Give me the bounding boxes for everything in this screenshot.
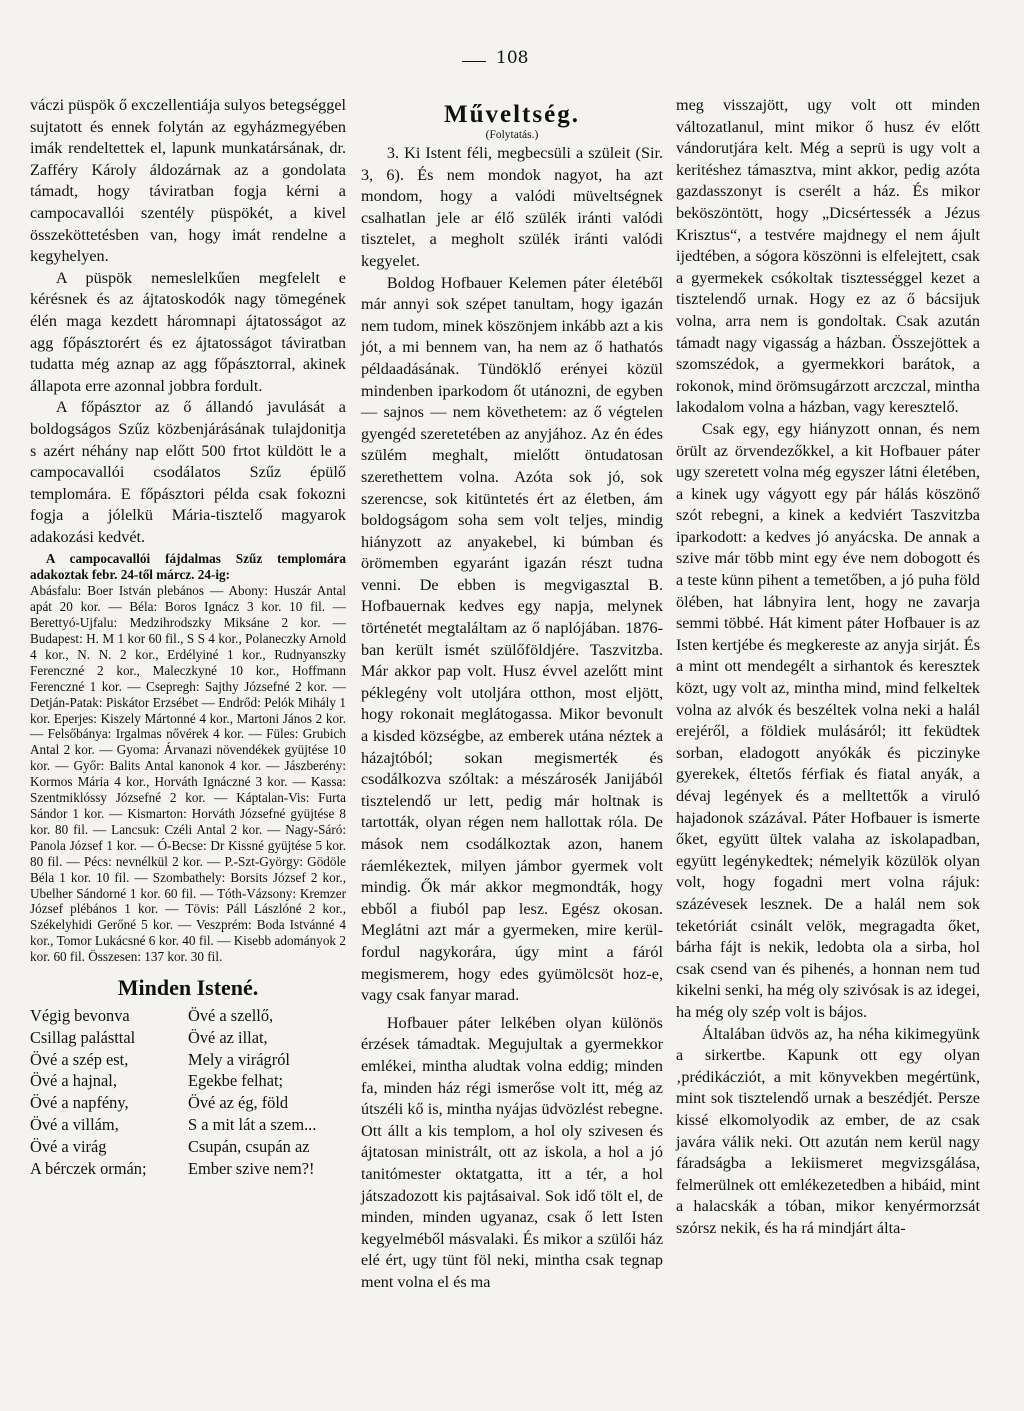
poem-line: Csillag palásttal (30, 1027, 136, 1047)
poem-line: Övé a napfény, (30, 1093, 129, 1113)
poem-line: Ember szive nem?! (188, 1158, 315, 1178)
column-left (30, 95, 346, 1179)
page-number: 108 (496, 48, 529, 68)
poem-line: Övé a virág (30, 1136, 107, 1156)
poem-line: Mely a virágról (188, 1049, 290, 1069)
poem-line: Egekbe felhat; (188, 1071, 284, 1091)
column-left-paragraph-2: A püspök nemeslelkűen megfelelt e kérésnek és az ájtatoskodók nagy tömegének élén maga kezdett háromnapi ájtatosságot az agg főpásztorért és ez ájtatosságot táviratban tudatta még aznap az agg főpásztorral, akinek állapota erre azonnal jobbra fordult. (30, 268, 346, 395)
article-title: Műveltség. (444, 101, 580, 128)
donations-list: Abásfalu: Boer István plebános — Abony: Huszár Antal apát 20 kor. — Béla: Boros Ignácz 3 kor. 10 fil. — Berettyó-Ujfalu: Medzihrodszky Miksáne 2 kor. — Budapest: H. M 1 kor 60 fil., S S 4 kor., Polaneczky Arnold 4 kor., N. N. 2 kor., Erdélyiné 1 kor., Rudnyanszky Ferenczné 2 kor., Maleczkyné 10 kor., Hoffmann Ferenczné 1 kor. — Csepregh: Sajthy Józsefné 2 kor. — Detján-Patak: Piskátor Erzsébet — Endrőd: Pelók Mihály 1 kor. Eperjes: Kiszely Mártonné 4 kor., Martoni János 2 kor. — Felsőbánya: Irgalmas nővérek 4 kor. — Füles: Grubich Antal 2 kor. — Gyoma: Árvanazi növendékek gyüjtése 10 kor. — Győr: Balits Antal kanonok 4 kor. — Jászberény: Kormos Mária 4 kor., Horváth Ignáczné 3 kor. — Kassa: Szentmiklóssy Józsefné 2 kor. — Káptalan-Vis: Furta Sándor 1 kor. — Kismarton: Horváth Józsefné gyüjtése 8 kor. 80 fil. — Lancsuk: Czéli Antal 2 kor. — Nagy-Sáró: Panola József 1 kor. — Ó-Becse: Dr Kissné gyüjtése 5 kor. 80 fil. — Pécs: nevnélkül 2 kor. — P.-Szt-György: Gödöle Béla 1 kor. 10 fil. — Szombathely: Borsits József 2 kor., Ubelher Sándorné 1 kor. 60 fil. — Tóth-Vázsony: Kremzer József plébános 1 kor. — Tövis: Páll Lászlóné 2 kor., Székelyhidi Gerőné 5 kor. — Veszprém: Boda Istvánné 4 kor., Tomor Lukácsné 6 kor. 40 fil. — Kisebb adományok 2 kor. 60 fil. Összesen: 137 kor. 30 fil. (30, 583, 346, 965)
poem (30, 1005, 346, 1179)
poem-line: Övé a szép est, (30, 1049, 129, 1069)
poem-line: Övé a szellő, (188, 1006, 274, 1026)
poem-line: S a mit lát a szem... (188, 1115, 317, 1135)
article-subtitle: (Folytatás.) (485, 129, 539, 141)
column-right-paragraph-2: Csak egy, egy hiányzott onnan, és nem örült az örvendezőkkel, a kit Hofbauer páter ugy szeretett volna még egyszer látni életében, a kinek ugy vágyott egy pár hálás köszönő szót rebegni, a kinek a kedviért Taszvitzba iparkodott: a kedves jó anyácska. De annak a szive már több mint egy éve nem dobogott és a teste künn pihent a temetőben, a jó puha föld ölében, hat lábnyira lent, hogy ne zavarja semmi többé. Hát kiment páter Hofbauer is az Isten kertjébe és megkereste az anyja sirját. És a mint ott mendegélt a sirhantok és keresztek közt, ugy volt az, mintha mind, mind felkeltek volna az alvók és beszéltek volna neki a halál erejéről, a földiek mulásáról; itt feküdtek sorban, eladogott anyókák és piczinyke gyerekek, éltetős férfiak és fiatal anyák, a dévaj legények és a melltettők a viruló hajadonok százával. Páter Hofbauer is ismerte őket, együtt ültek valaha az iskolapadban, együtt legénykedtek; némelyik közülök olyan volt, hogy fogadni mert volna rájuk: százévesek lesznek. De a halál nem sok teketóriát csinált velök, megragadta őket, bárha fájt is nekik, ledobta ola a sirba, hol csak csend van és pihenés, a honnan nem tud kikelni senki, ha még oly szivósak is az idegei, ha még oly szép volt is bájos. (676, 419, 980, 1021)
column-left-paragraph-1: váczi püspök ő exczellentiája sulyos betegséggel sujtatott és ennek folytán az egyházmegyében imák rendeltettek el, lapunk munkatársának, dr. Zafféry Károly áldozárnak az a gondolata támadt, hogy táviratban fogja kérni a campocavallói szentély püspökét, a kivel összeköttetésben van, hogy imát rendelne a kegyhelyen. (30, 96, 346, 266)
column-middle-paragraph-1: 3. Ki Istent féli, megbecsüli a szüleit (Sir. 3, 6). És nem mondok nagyot, ha azt mondom, hogy a valódi müveltségnek csalhatlan jele ar élő szülék iránti valódi tisztelet, a megholt szülék iránti valódi kegyelet. (361, 144, 663, 270)
donations-heading: A campocavallói fájdalmas Szűz templomára adakoztak febr. 24-től márcz. 24-ig: (30, 551, 346, 583)
poem-line: Övé a hajnal, (30, 1071, 117, 1091)
column-right-paragraph-1: meg visszajött, ugy volt ott minden változatlanul, mint mikor ő husz év előtt vándorutjára kelt. Még a seprü is ugy volt a keritéshez támasztva, mint akkor, pedig azóta gazdasszonyt is cserélt a ház. És mikor beköszöntött, hogy „Dicsértessék a Jézus Krisztus“, a testvére majdnegy el nem ájult ijedtében, a sógora köszönni is elfelejtett, csak a gyermekek csókoltak tisztességgel kezet a tisztelendő urnak. Hogy ez az ő bácsijuk volna, arra nem is gondoltak. Csak azután támadt nagy vigasság a házban. Összejöttek a szomszédok, a gyermekkori barátok, a rokonok, mind örömsugárzott arczczal, mintha lakodalom volna a házban, vagy keresztelő. (676, 96, 980, 417)
column-middle-paragraph-2: Boldog Hofbauer Kelemen páter életéből már annyi sok szépet tanultam, hogy igazán nem tudom, minek köszönjem inkább azt a kis jót, a mi bennem van, ha nem az ő hathatós példaadásának. Tündöklő erényei közül mindenben iparkodom őt utánozni, de egyben — sajnos — nem követhetem: az ő végtelen gyengéd szeretetében az anyjához. Az én édes szülém meghalt, mielőtt öntudatosan szerethettem volna. Azóta sok jó, sok szerencse, sok kitüntetés ért az életben, ám boldogságom soha sem volt teljes, mindig hiányzott az anyakebel, ki búmban és örömemben egyaránt igazán részt tudna venni. De ebben is megvigasztal B. Hofbauernak kedves egy napja, melynek történetét megtaláltam az ő naplójában. 1876-ban került ismét szülőföldjére. Taszvitzba. Már akkor pap volt. Husz évvel azelőtt mint péklegény volt utoljára otthon, most eljött, hogy rokonait meglátogassa. Mikor bevonult a kisded községbe, az emberek utána néztek a házajtóból; sokan megismerték és csodálkozva szóltak: a mészárosék Janijából tisztelendő ur lett, pedig már holtnak is tartották, olyan régen nem hallottak róla. De mások nem csodálkoztak azon, hanem ráemlékeztek, milyen jámbor gyermek volt mindig. Ők már akkor megmondták, hogy ebből a fiuból pap lesz. Egész okosan. Meglátni azt már a gyermeken, mire kerül-fordul nagykorára, úgy mint a fáról megismerem, hogy edes gyümölcsöt hoz-e, vagy csak fanyar marad. (361, 273, 663, 1005)
column-left-paragraph-3: A főpásztor az ő állandó javulását a boldogságos Szűz közbenjárásának tulajdonitja s azért néhány nap előtt 500 frtot küldött le a campocavallói csodálatos Szűz épülő templomára. E főpásztori példa csak fokozni fogja a jólelkü Mária-tisztelő magyarok adakozási kedvét. (30, 398, 346, 546)
column-right (676, 95, 980, 1239)
column-middle-paragraph-3: Hofbauer páter lelkében olyan különös érzések támadtak. Megujultak a gyermekkor emlékei, mintha aludtak volna eddig; minden fa, minden ház régi ismerőse volt itt, még az útszéli kő is, mintha nyájas üdvözlést rebegne. Ott állt a kis templom, a hol oly szivesen és ájtatosan ministrált, ott az iskola, a hol a jó tanitómester oktatgatta, itt a tér, a hol játszadozott kis pajtásaival. Sok idő tölt el, de minden, minden ugyanaz, csak ő lett Isten kegyelméből másvalaki. És mikor a szülői ház elé ért, ugy tünt föl neki, mintha csak tegnap ment volna el és ma (361, 1013, 663, 1291)
header-rule (462, 61, 486, 62)
column-middle (361, 95, 663, 1293)
poem-line: Övé az illat, (188, 1027, 268, 1047)
poem-line: A bérczek ormán; (30, 1158, 147, 1178)
poem-title: Minden Istené. (117, 975, 259, 1001)
poem-line: Végig bevonva (30, 1006, 130, 1026)
poem-line: Övé a villám, (30, 1115, 119, 1135)
poem-line: Csupán, csupán az (188, 1136, 310, 1156)
poem-line: Övé az ég, föld (188, 1093, 289, 1113)
column-right-paragraph-3: Általában üdvös az, ha néha kikimegyünk a sirkertbe. Kapunk ott egy olyan ‚prédikácziót, a mit könyvekben megértünk, mint sok tisztelendő urnak a beszédjét. Persze kissé elkomolyodik az ember, de az csak javára válik neki. Ott azután nem kerül nagy fáradságba a lekiismeret megvizsgálása, felmerülnek ott emlékezetedben a hibáid, mint a halacskák a tóban, mikor kenyérmorzsát szórsz nekik, és ha rá mindjárt álta- (676, 1024, 980, 1237)
